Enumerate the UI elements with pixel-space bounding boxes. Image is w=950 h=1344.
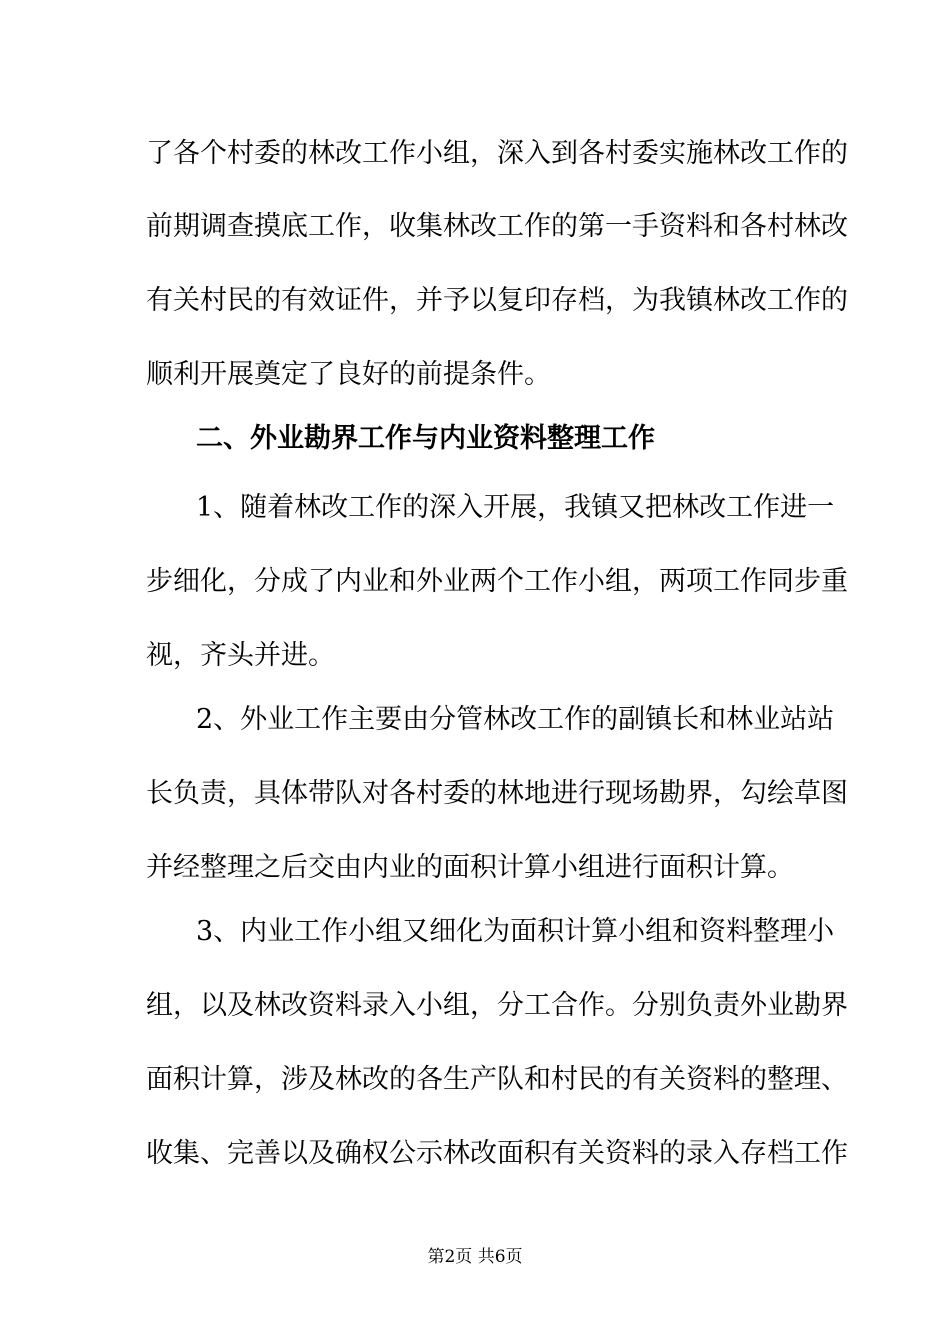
body-line: 并经整理之后交由内业的面积计算小组进行面积计算。 [146,852,794,883]
page-footer: 第2页 共6页 [427,1247,523,1267]
body-line: 收集、完善以及确权公示林改面积有关资料的录入存档工作 [146,1138,848,1169]
body-line: 组，以及林改资料录入小组，分工合作。分别负责外业勘界 [146,990,848,1021]
body-line: 有关村民的有效证件，并予以复印存档，为我镇林改工作的 [146,285,848,316]
body-line: 长负责，具体带队对各村委的林地进行现场勘界，勾绘草图 [146,778,848,809]
body-line: 视，齐头并进。 [146,640,335,671]
body-line: 面积计算，涉及林改的各生产队和村民的有关资料的整理、 [146,1064,848,1095]
body-line: 2、外业工作主要由分管林改工作的副镇长和林业站站 [196,704,835,735]
body-line: 了各个村委的林改工作小组，深入到各村委实施林改工作的 [146,138,848,169]
body-line: 1、随着林改工作的深入开展，我镇又把林改工作进一 [196,492,835,523]
body-line: 前期调查摸底工作，收集林改工作的第一手资料和各村林改 [146,211,848,242]
body-line: 顺利开展奠定了良好的前提条件。 [146,359,551,390]
body-line: 3、内业工作小组又细化为面积计算小组和资料整理小 [196,916,835,947]
section-heading: 二、外业勘界工作与内业资料整理工作 [196,423,655,454]
body-line: 步细化，分成了内业和外业两个工作小组，两项工作同步重 [146,566,848,597]
